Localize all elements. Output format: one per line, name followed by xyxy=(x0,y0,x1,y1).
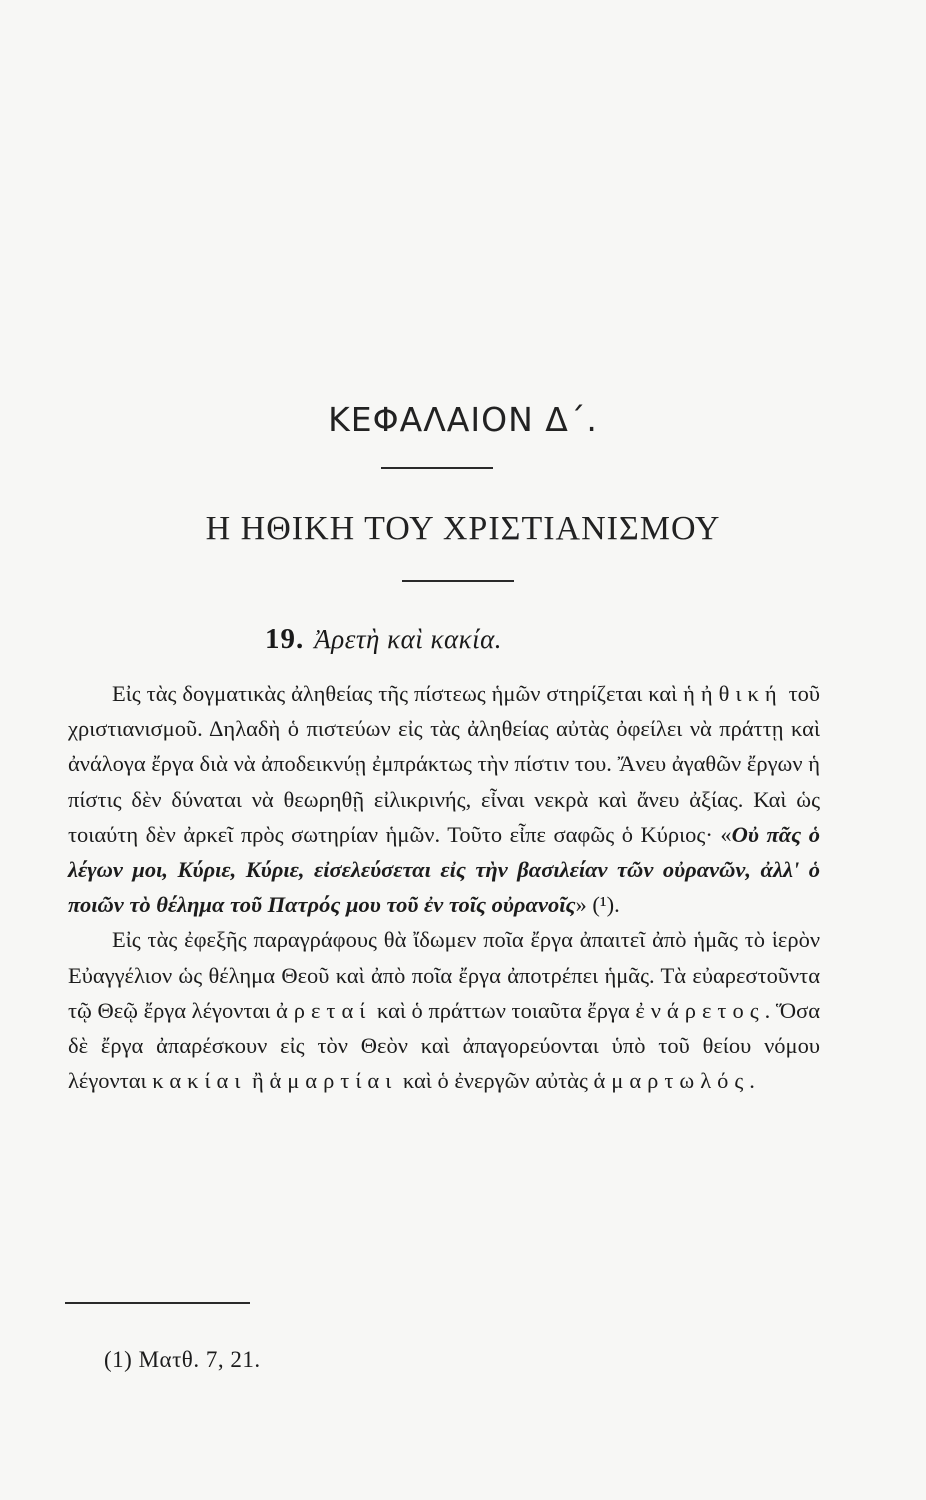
paragraph xyxy=(68,676,820,922)
text-run: ἢ xyxy=(246,1068,270,1094)
text-run: Εἰς τὰς ἐφεξῆς παραγράφους θὰ ἴδωμεν ποῖα ἔργα ἀπαιτεῖ ἀπὸ ἡμᾶς τὸ ἱερὸν Εὐαγγέλιον ὡς θέλημα Θεοῦ καὶ ἀπὸ ποῖα ἔργα ἀποτρέπει ἡμᾶς. Τὰ εὐαρεστοῦντα τῷ Θεῷ ἔργα λέγονται xyxy=(68,927,820,1023)
text-run: καὶ ὁ ἐνεργῶν αὐτὰς xyxy=(397,1068,594,1094)
footnote-rule xyxy=(65,1302,250,1304)
scripture-quote: Οὐ πᾶς ὁ λέγων μοι, Κύριε, Κύριε, εἰσελεύσεται εἰς τὴν βασιλείαν τῶν οὐρανῶν, ἀλλ' ὁ ποιῶν τὸ θέλημα τοῦ Πατρός μου τοῦ ἐν τοῖς οὐρανοῖς xyxy=(68,821,821,918)
text-run: » xyxy=(575,892,593,918)
divider-rule xyxy=(381,467,493,469)
emphasized-term: κακίαι xyxy=(152,1068,247,1094)
emphasized-term: ἠθική xyxy=(700,681,783,706)
body-text xyxy=(68,676,820,1098)
section-title: Ἀρετὴ καὶ κακία. xyxy=(314,624,503,654)
divider-rule xyxy=(402,580,514,582)
section-heading xyxy=(265,623,502,656)
text-run: Εἰς τὰς δογματικὰς ἀληθείας τῆς πίστεως ἡμῶν στηρίζεται καὶ ἡ xyxy=(112,681,701,706)
text-run: . Ὅσα δὲ ἔργα ἀπαρέσκουν εἰς τὸν Θεὸν καὶ ἀπαγορεύονται ὑπὸ τοῦ θείου νόμου λέγονται xyxy=(68,997,821,1094)
emphasized-term: ἁμαρτίαι xyxy=(269,1068,398,1094)
section-number: 19. xyxy=(265,623,305,655)
text-run: . xyxy=(614,892,620,918)
footnote-reference: (¹) xyxy=(592,892,615,918)
emphasized-term: ἀρεταί xyxy=(275,997,372,1023)
text-run: . xyxy=(749,1068,755,1094)
footnote: (1) Ματθ. 7, 21. xyxy=(104,1347,261,1372)
chapter-title: Η ΗΘΙΚΗ ΤΟΥ ΧΡΙΣΤΙΑΝΙΣΜΟΥ xyxy=(205,510,721,547)
emphasized-term: ἐνάρετος xyxy=(635,997,765,1023)
paragraph xyxy=(68,922,820,1098)
emphasized-term: ἁμαρτωλός xyxy=(593,1068,750,1094)
text-run: τοῦ χριστιανισμοῦ. Δηλαδὴ ὁ πιστεύων εἰς τὰς ἀληθείας αὐτὰς ὀφείλει νὰ πράττῃ καὶ ἀνάλογα ἔργα διὰ νὰ ἀποδεικνύῃ ἐμπράκτως τὴν πίστιν του. Ἄνευ ἀγαθῶν ἔργων ἡ πίστις δὲν δύναται νὰ θεωρηθῇ εἰλικρινής, εἶναι νεκρὰ καὶ ἄνευ ἀξίας. Καὶ ὡς τοιαύτη δὲν ἀρκεῖ πρὸς σωτηρίαν ἡμῶν. Τοῦτο εἶπε σαφῶς ὁ Κύριος· « xyxy=(68,681,820,847)
text-run: καὶ ὁ πράττων τοιαῦτα ἔργα xyxy=(371,997,636,1023)
chapter-heading: ΚΕΦΑΛΑΙΟΝ Δ΄. xyxy=(328,400,598,439)
